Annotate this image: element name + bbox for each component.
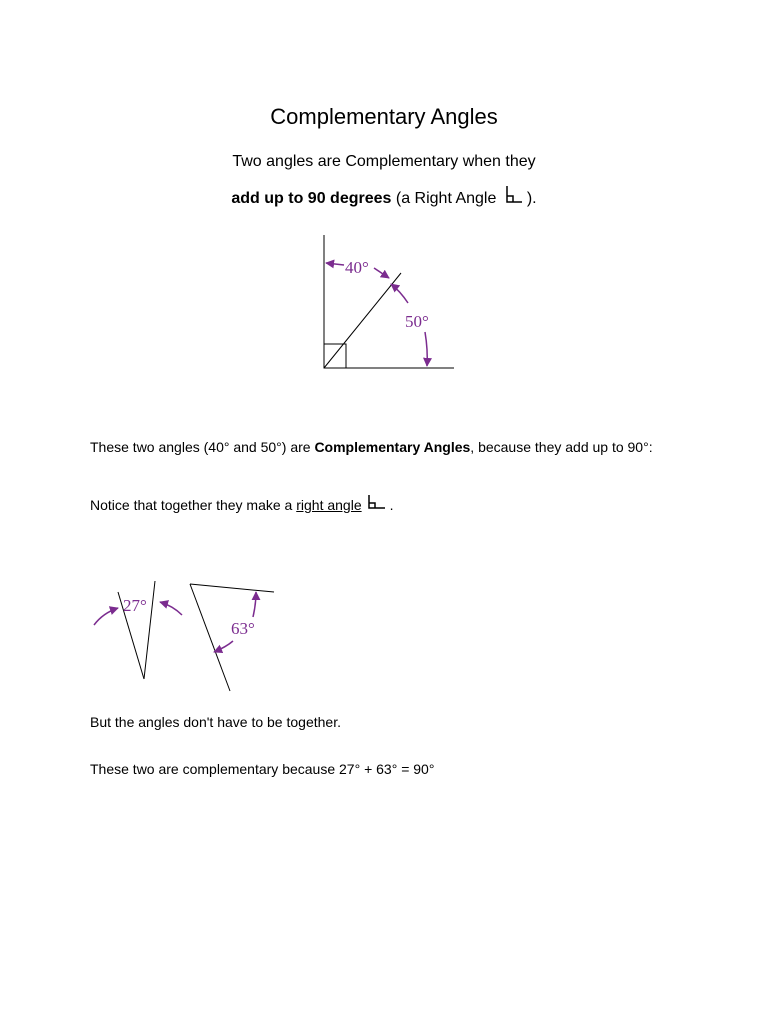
angle-63-ray-long <box>190 584 230 691</box>
arrow-27-right <box>160 602 182 615</box>
paragraph-2-start: Notice that together they make a <box>90 497 297 513</box>
intro-paren-close: ). <box>526 190 537 207</box>
diagonal-ray <box>324 273 401 368</box>
intro-bold-text: add up to 90 degrees <box>231 190 392 207</box>
right-angle-icon <box>505 185 523 205</box>
paragraph-not-together: But the angles don't have to be together. <box>90 714 341 730</box>
paragraph-2-end: . <box>389 497 394 513</box>
arrow-40-left <box>326 263 344 265</box>
intro-paren-text: (a Right Angle <box>391 190 501 207</box>
arrow-63-top <box>253 592 256 617</box>
paragraph-1-start: These two angles (40° and 50°) are <box>90 439 315 455</box>
complementary-angles-figure-2 <box>88 575 278 695</box>
paragraph-complementary <box>90 439 653 455</box>
intro-line-1: Two angles are Complementary when they <box>232 153 536 170</box>
paragraph-1-bold: Complementary Angles <box>314 439 471 455</box>
angle-label-27: 27° <box>123 596 147 615</box>
arrow-50-bottom <box>425 332 427 366</box>
page-title: Complementary Angles <box>270 104 498 129</box>
intro-line-2 <box>0 185 768 208</box>
arrow-50-top <box>391 284 408 303</box>
angle-label-50: 50° <box>405 312 429 331</box>
angle-label-63: 63° <box>231 619 255 638</box>
complementary-angles-figure-1 <box>300 228 470 378</box>
paragraph-sum: These two are complementary because 27° + 63° = 90° <box>90 761 435 777</box>
arrow-27-left <box>94 608 118 625</box>
right-angle-link[interactable]: right angle <box>296 497 362 513</box>
right-angle-icon <box>366 494 386 512</box>
arrow-40-right <box>374 268 389 278</box>
paragraph-1-end: , because they add up to 90°: <box>470 439 653 455</box>
arrow-63-bottom <box>214 641 233 652</box>
angle-label-40: 40° <box>345 258 369 277</box>
paragraph-right-angle <box>90 494 394 513</box>
angle-63-ray-top <box>190 584 274 592</box>
